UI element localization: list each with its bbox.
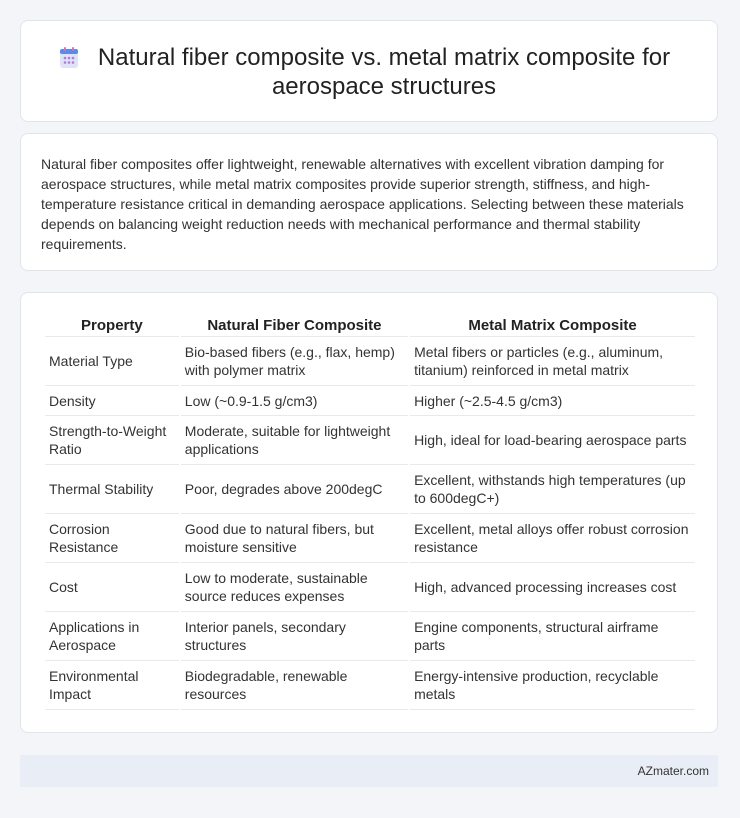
footer-bar <box>20 755 718 787</box>
table-row <box>45 416 695 465</box>
metal-matrix-cell: Higher (~2.5-4.5 g/cm3) <box>410 386 695 416</box>
comparison-table <box>43 315 697 710</box>
natural-fiber-cell: Moderate, suitable for lightweight applications <box>181 416 408 465</box>
table-header-row <box>45 315 695 337</box>
natural-fiber-cell: Low to moderate, sustainable source reduces expenses <box>181 563 408 612</box>
natural-fiber-cell: Good due to natural fibers, but moisture sensitive <box>181 514 408 563</box>
table-row <box>45 337 695 386</box>
table-row <box>45 514 695 563</box>
footer-site-link[interactable]: AZmater.com <box>637 764 709 778</box>
page-title: Natural fiber composite vs. metal matrix composite for aerospace structures <box>97 44 671 100</box>
natural-fiber-cell: Bio-based fibers (e.g., flax, hemp) with polymer matrix <box>181 337 408 386</box>
property-cell: Applications in Aerospace <box>45 612 179 661</box>
natural-fiber-cell: Interior panels, secondary structures <box>181 612 408 661</box>
natural-fiber-cell: Low (~0.9-1.5 g/cm3) <box>181 386 408 416</box>
property-cell: Strength-to-Weight Ratio <box>45 416 179 465</box>
property-cell: Corrosion Resistance <box>45 514 179 563</box>
natural-fiber-cell: Poor, degrades above 200degC <box>181 465 408 514</box>
property-cell: Density <box>45 386 179 416</box>
table-row <box>45 465 695 514</box>
metal-matrix-cell: Excellent, metal alloys offer robust corrosion resistance <box>410 514 695 563</box>
column-header: Metal Matrix Composite <box>410 315 695 337</box>
metal-matrix-cell: High, ideal for load-bearing aerospace parts <box>410 416 695 465</box>
intro-card <box>20 133 718 271</box>
property-cell: Material Type <box>45 337 179 386</box>
calendar-icon <box>59 47 79 69</box>
column-header: Property <box>45 315 179 337</box>
table-row <box>45 386 695 416</box>
intro-text: Natural fiber composites offer lightweight, renewable alternatives with excellent vibration damping for aerospace structures, while metal matrix composites provide superior strength, stiffness, and high-temperature resistance critical in demanding aerospace applications. Selecting between these materials depends on balancing weight reduction needs with mechanical performance and thermal stability requirements. <box>41 156 684 252</box>
table-row <box>45 612 695 661</box>
metal-matrix-cell: Metal fibers or particles (e.g., aluminum, titanium) reinforced in metal matrix <box>410 337 695 386</box>
table-row <box>45 563 695 612</box>
metal-matrix-cell: Engine components, structural airframe parts <box>410 612 695 661</box>
title-card <box>20 20 718 122</box>
table-row <box>45 661 695 710</box>
column-header: Natural Fiber Composite <box>181 315 408 337</box>
property-cell: Environmental Impact <box>45 661 179 710</box>
natural-fiber-cell: Biodegradable, renewable resources <box>181 661 408 710</box>
property-cell: Cost <box>45 563 179 612</box>
metal-matrix-cell: Excellent, withstands high temperatures (up to 600degC+) <box>410 465 695 514</box>
comparison-table-card <box>20 292 718 733</box>
property-cell: Thermal Stability <box>45 465 179 514</box>
metal-matrix-cell: High, advanced processing increases cost <box>410 563 695 612</box>
metal-matrix-cell: Energy-intensive production, recyclable metals <box>410 661 695 710</box>
